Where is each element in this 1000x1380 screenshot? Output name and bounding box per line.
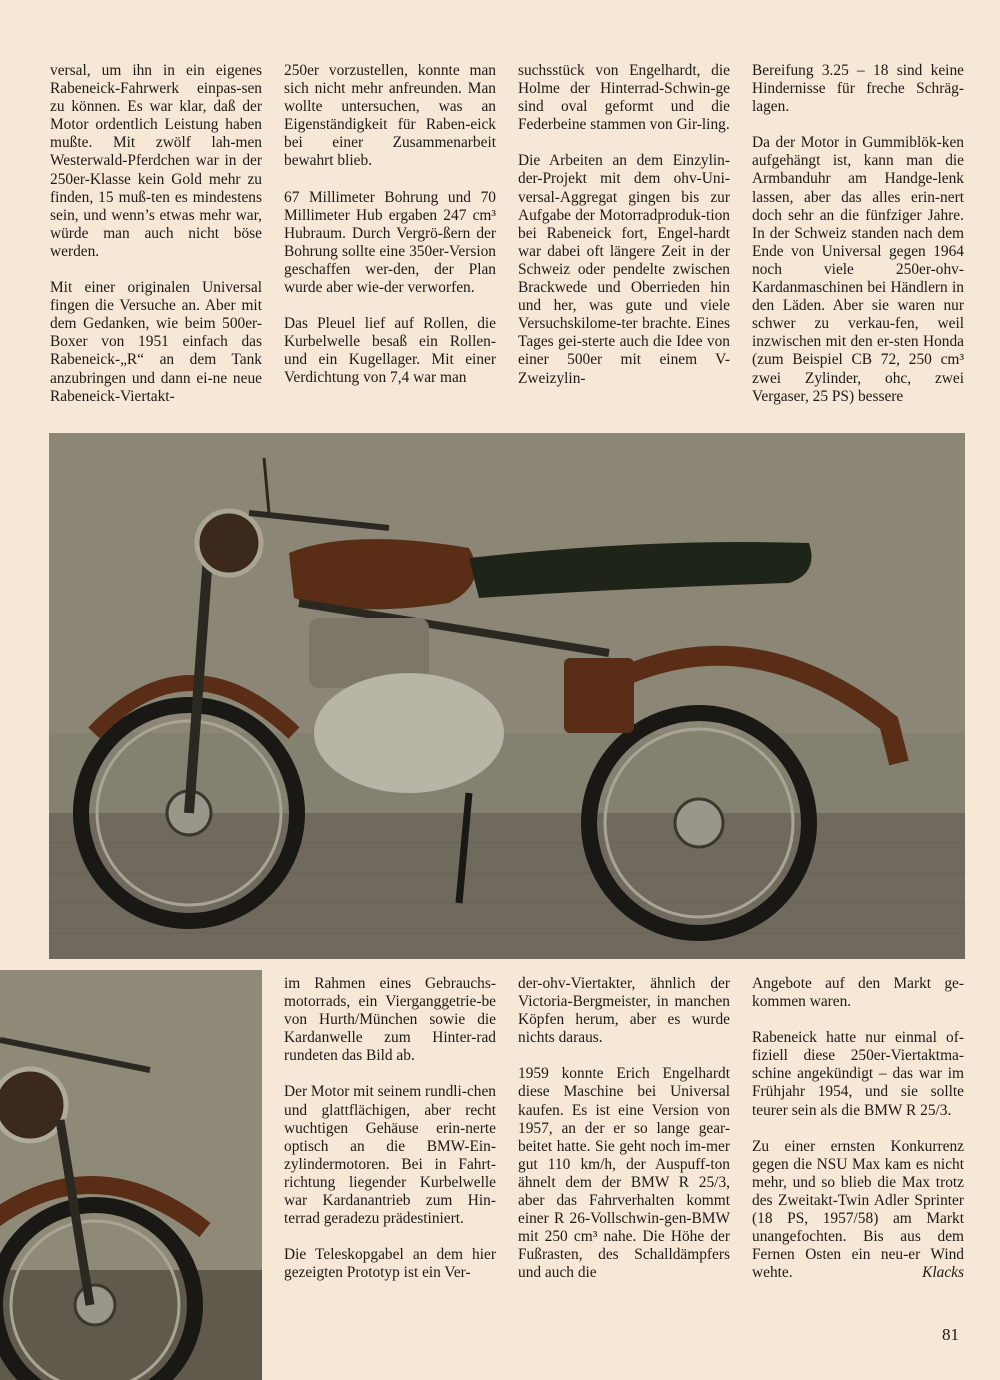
paragraph: Rabeneick hatte nur einmal of-fiziell diese 250er-Viertaktma-schine angekündigt – das war im Frühjahr 1954, und sie sollte teurer sein als die BMW R 25/3. <box>752 1029 964 1119</box>
paragraph: Das Pleuel lief auf Rollen, die Kurbelwelle besaß ein Rollen- und ein Kugellager. Mit einer Verdichtung von 7,4 war man <box>284 315 496 387</box>
top-column-1 <box>50 62 262 406</box>
paragraph: Mit einer originalen Universal fingen die Versuche an. Aber mit dem Gedanken, wie beim 500er-Boxer von 1951 einfach das Rabeneick-„R“ an dem Tank anzubringen und dann ei-ne neue Rabeneick-Viertakt- <box>50 279 262 405</box>
paragraph: im Rahmen eines Gebrauchs-motorrads, ein Vierganggetrie-be von Hurth/München sowie die Kardanwelle zum Hinter-rad rundeten das Bild ab. <box>284 975 496 1065</box>
paragraph-text: Zu einer ernsten Konkurrenz gegen die NSU Max kam es nicht mehr, und so blieb die Max trotz des Zweitakt-Twin Adler Sprinter (18 PS, 1957/58) am Markt unangefochten. Bis aus dem Fernen Osten ein neu-er Wind wehte. <box>752 1137 964 1282</box>
top-column-4 <box>752 62 964 406</box>
motorcycle-partial-illustration <box>0 970 262 1380</box>
page-number: 81 <box>942 1325 959 1344</box>
author-signature: Klacks <box>922 1264 964 1282</box>
top-column-3 <box>518 62 730 388</box>
motorcycle-photo <box>49 433 965 959</box>
paragraph: 67 Millimeter Bohrung und 70 Millimeter Hub ergaben 247 cm³ Hubraum. Durch Vergrö-ßern der Bohrung sollte eine 350er-Version geschaffen wer-den, der Plan wurde aber wie-der verworfen. <box>284 188 496 297</box>
bottom-column-3 <box>518 975 730 1283</box>
paragraph: Bereifung 3.25 – 18 sind keine Hindernisse für freche Schräg-lagen. <box>752 62 964 116</box>
paragraph: Die Teleskopgabel an dem hier gezeigten Prototyp ist ein Ver- <box>284 1246 496 1282</box>
paragraph: Der Motor mit seinem rundli-chen und glattflächigen, aber recht wuchtigen Gehäuse erin-nerte optisch an die BMW-Ein-zylindermotoren. Bei in Fahrt-richtung liegender Kurbelwelle war Kardanantrieb zum Hin-terrad geradezu prädestiniert. <box>284 1083 496 1228</box>
paragraph: Angebote auf den Markt ge-kommen waren. <box>752 975 964 1011</box>
paragraph <box>752 1138 964 1283</box>
motorcycle-illustration <box>49 433 965 959</box>
motorcycle-side-photo <box>0 970 262 1380</box>
bottom-column-2 <box>284 975 496 1282</box>
paragraph: 250er vorzustellen, konnte man sich nicht mehr anfreunden. Man wollte untersuchen, was an Eigenständigkeit für Raben-eick bei einer Zusammenarbeit bewahrt blieb. <box>284 62 496 170</box>
paragraph: versal, um ihn in ein eigenes Rabeneick-Fahrwerk einpas-sen zu können. Es war klar, daß der Motor ordentlich Leistung haben mußte. Mit zwölf lah-men Westerwald-Pferdchen war in der 250er-Klasse kein Gold mehr zu finden, 15 muß-ten es mindestens sein, und wenn’s etwas mehr war, würde man auch nicht böse werden. <box>50 62 262 260</box>
paragraph: 1959 konnte Erich Engelhardt diese Maschine bei Universal kaufen. Es ist eine Version von 1957, an der er so lange gear-beitet hatte. Sie geht noch im-mer gut 110 km/h, der Auspuff-ton ähnelt dem der BMW R 25/3, aber das Fahrverhalten kommt einer R 26-Vollschwin-gen-BMW mit 250 cm³ nahe. Die Höhe der Fußrasten, des Schalldämpfers und auch die <box>518 1065 730 1282</box>
paragraph: suchsstück von Engelhardt, die Holme der Hinterrad-Schwin-ge sind oval geformt und die Federbeine stammen von Gir-ling. <box>518 62 730 134</box>
paragraph: der-ohv-Viertakter, ähnlich der Victoria-Bergmeister, in manchen Köpfen herum, aber es wurde nichts daraus. <box>518 975 730 1047</box>
bottom-column-4 <box>752 975 964 1282</box>
paragraph: Die Arbeiten an dem Einzylin-der-Projekt mit dem ohv-Uni-versal-Aggregat gingen bis zur Aufgabe der Motorradproduk-tion bei Rabeneick fort, Engel-hardt war dabei oft längere Zeit in der Schweiz oder pendelte zwischen Brackwede und Oberrieden hin und her, was gute und viele Versuchskilome-ter brachte. Eines Tages gei-sterte auch die Idee von einer 500er mit einem V-Zweizylin- <box>518 152 730 387</box>
top-column-2 <box>284 62 496 388</box>
paragraph: Da der Motor in Gummiblök-ken aufgehängt ist, kann man die Armbanduhr am Handge-lenk lassen, aber das alles erin-nert doch sehr an die fünfziger Jahre. In der Schweiz standen nach dem Ende von Universal gegen 1964 noch viele 250er-ohv-Kardanmaschinen bei Händlern in den Läden. Aber sie waren nur schwer zu verkau-fen, weil inzwischen mit den er-sten Honda (zum Beispiel CB 72, 250 cm³ zwei Zylinder, ohc, zwei Vergaser, 25 PS) bessere <box>752 134 964 405</box>
